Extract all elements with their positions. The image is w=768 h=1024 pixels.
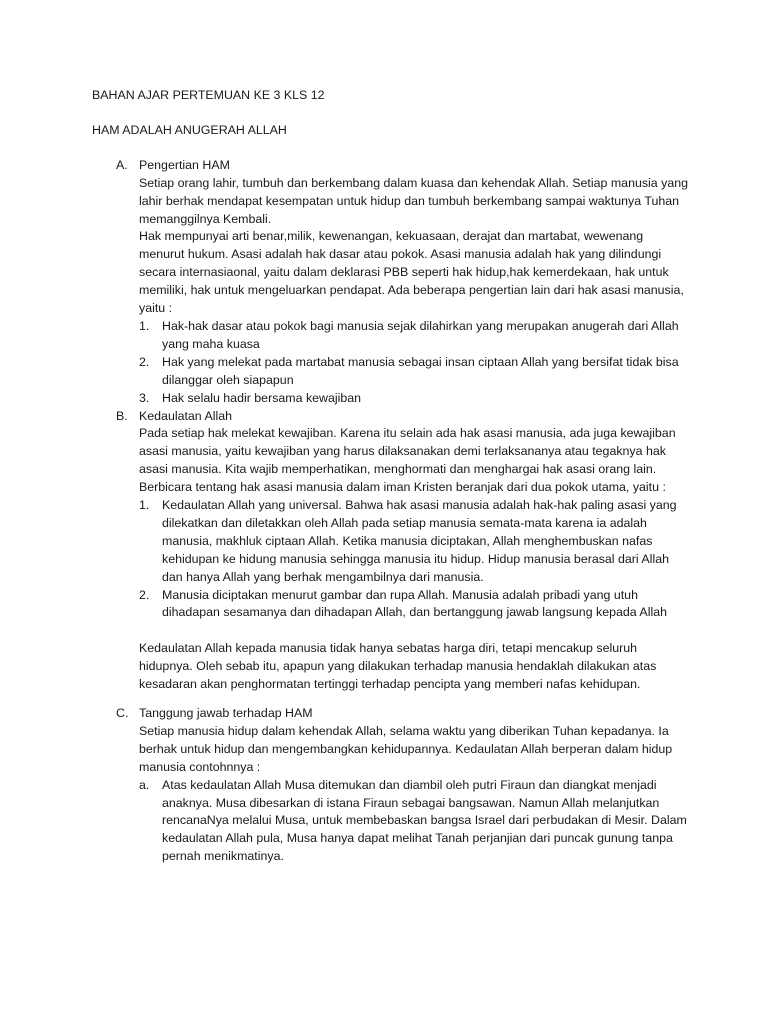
list-marker: 3. <box>139 390 150 405</box>
list-item-text: Hak yang melekat pada martabat manusia sebagai insan ciptaan Allah yang bersifat tidak bisa dilanggar oleh siapapun <box>162 354 679 387</box>
list-item-text: Kedaulatan Allah yang universal. Bahwa hak asasi manusia adalah hak-hak paling asasi yang dilekatkan dan diletakkan oleh Allah pada setiap manusia semata-mata karena ia adalah manusia, makhluk ciptaan Allah. Ketika manusia diciptakan, Allah menghembuskan nafas kehidupan ke hidung manusia sehingga manusia itu hidup. Hidup manusia berasal dari Allah dan hanya Allah yang berhak mengambilnya dari manusia. <box>162 498 677 584</box>
section-b-list <box>139 497 692 622</box>
list-marker: 2. <box>139 354 150 369</box>
list-marker: 1. <box>139 498 150 513</box>
list-item <box>139 390 692 408</box>
list-marker: a. <box>139 777 150 792</box>
list-item-text: Manusia diciptakan menurut gambar dan rupa Allah. Manusia adalah pribadi yang utuh dihadapan sesamanya dan dihadapan Allah, dan bertanggung jawab langsung kepada Allah <box>162 587 667 620</box>
list-item <box>139 777 692 867</box>
section-b-paragraph: Kedaulatan Allah kepada manusia tidak hanya sebatas harga diri, tetapi mencakup seluruh hidupnya. Oleh sebab itu, apapun yang dilakukan terhadap manusia hendaklah dilakukan atas kesadaran akan penghormatan tertinggi terhadap pencipta yang memberi nafas kehidupan. <box>139 641 657 692</box>
list-item-text: Hak-hak dasar atau pokok bagi manusia sejak dilahirkan yang merupakan anugerah dari Allah yang maha kuasa <box>162 318 679 351</box>
section-gap <box>92 694 692 705</box>
list-item-text: Hak selalu hadir bersama kewajiban <box>162 390 362 405</box>
section-b-paragraph: Pada setiap hak melekat kewajiban. Karena itu selain ada hak asasi manusia, ada juga kewajiban asasi manusia, yaitu kewajiban yang harus dilaksanakan demi terlaksananya atau tegaknya hak asasi manusia. Kita wajib memperhatikan, menghormati dan menghargai hak asasi orang lain. <box>139 426 676 477</box>
document-body <box>92 87 692 866</box>
section-c-title: Tanggung jawab terhadap HAM <box>139 705 313 720</box>
list-item <box>139 354 692 390</box>
section-a-title: Pengertian HAM <box>139 157 230 172</box>
section-c-letter: C. <box>116 705 129 720</box>
list-marker: 2. <box>139 587 150 602</box>
document-heading: BAHAN AJAR PERTEMUAN KE 3 KLS 12 <box>92 88 325 102</box>
section-b <box>92 408 692 694</box>
list-marker: 1. <box>139 318 150 333</box>
section-a <box>92 157 692 408</box>
blank-line <box>139 622 692 640</box>
list-item <box>139 497 692 587</box>
section-a-paragraph: Setiap orang lahir, tumbuh dan berkembang dalam kuasa dan kehendak Allah. Setiap manusia yang lahir berhak mendapat kesempatan untuk hidup dan tumbuh berkembang sampai waktunya Tuhan memanggilnya Kembali. <box>139 175 688 226</box>
section-b-title: Kedaulatan Allah <box>139 408 233 423</box>
section-b-paragraph: Berbicara tentang hak asasi manusia dalam iman Kristen beranjak dari dua pokok utama, yaitu : <box>139 480 666 495</box>
list-item-text: Atas kedaulatan Allah Musa ditemukan dan diambil oleh putri Firaun dan diangkat menjadi anaknya. Musa dibesarkan di istana Firaun sebagai bangsawan. Namun Allah melanjutkan rencanaNya melalui Musa, untuk membebaskan bangsa Israel dari perbudakan di Mesir. Dalam kedaulatan Allah pula, Musa hanya dapat melihat Tanah perjanjian dari puncak gunung tanpa pernah menikmatinya. <box>162 777 687 864</box>
section-b-letter: B. <box>116 408 128 423</box>
list-item <box>139 318 692 354</box>
section-c-list <box>139 777 692 867</box>
section-c <box>92 705 692 866</box>
section-a-paragraph: Hak mempunyai arti benar,milik, kewenangan, kekuasaan, derajat dan martabat, wewenang menurut hukum. Asasi adalah hak dasar atau pokok. Asasi manusia adalah hak yang dilindungi secara internasiaonal, yaitu dalam deklarasi PBB seperti hak hidup,hak kemerdekaan, hak untuk memiliki, hak untuk mengeluarkan pendapat. Ada beberapa pengertian lain dari hak asasi manusia, yaitu : <box>139 229 684 316</box>
list-item <box>139 587 692 623</box>
document-subheading: HAM ADALAH ANUGERAH ALLAH <box>92 122 287 137</box>
section-c-paragraph: Setiap manusia hidup dalam kehendak Allah, selama waktu yang diberikan Tuhan kepadanya. Ia berhak untuk hidup dan mengembangkan kehidupannya. Kedaulatan Allah berperan dalam hidup manusia contohnnya : <box>139 723 673 774</box>
section-a-list <box>139 318 692 408</box>
section-a-letter: A. <box>116 157 128 172</box>
